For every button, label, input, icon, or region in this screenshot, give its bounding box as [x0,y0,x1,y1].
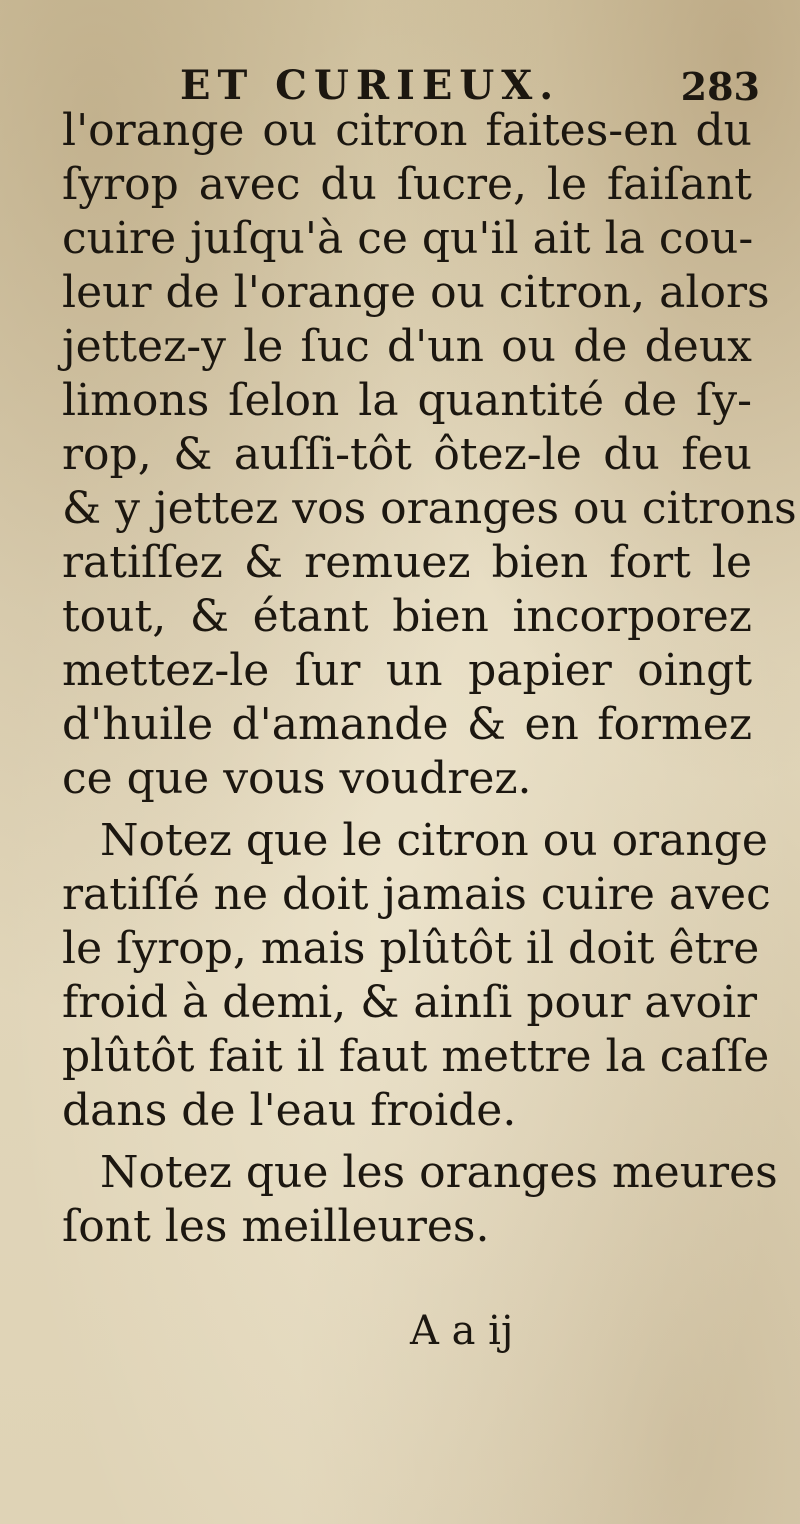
text-line: cuire juſqu'à ce qu'il ait la cou- [62,213,754,264]
text-line: ſont les meilleures. [62,1201,490,1252]
text-line: froid à demi, & ainſi pour avoir [62,977,758,1028]
text-line: ſyrop avec du ſucre, le faiſant [62,159,752,210]
text-line: leur de l'orange ou citron, alors [62,267,770,318]
running-title: ET CURIEUX. [180,62,561,109]
signature-mark: A a ij [410,1308,514,1354]
text-line: & y jettez vos oranges ou citrons [62,483,797,534]
text-line: l'orange ou citron faites-en du [62,105,752,156]
text-line: ce que vous voudrez. [62,753,532,804]
text-line: plûtôt fait il faut mettre la caſſe [62,1031,770,1082]
text-line: limons ſelon la quantité de ſy- [62,375,752,426]
text-line: jettez-y le ſuc d'un ou de deux [62,321,752,372]
paragraph-1 [62,104,797,806]
text-line: ratiſſez & remuez bien fort le [62,537,752,588]
text-line: tout, & étant bien incorporez [62,591,752,642]
text-line: Notez que le citron ou orange [100,815,768,866]
page-number: 283 [680,64,760,109]
text-line: ratiſſé ne doit jamais cuire avec [62,869,771,920]
text-line: le ſyrop, mais plûtôt il doit être [62,923,760,974]
text-line: mettez-le ſur un papier oingt [62,645,752,696]
text-line: dans de l'eau froide. [62,1085,517,1136]
paragraph-2 [62,814,771,1138]
paragraph-3 [62,1146,778,1254]
text-line: rop, & auſſi-tôt ôtez-le du feu [62,429,752,480]
text-line: d'huile d'amande & en formez [62,699,752,750]
text-line: Notez que les oranges meures [100,1147,778,1198]
body-text [62,104,797,1254]
